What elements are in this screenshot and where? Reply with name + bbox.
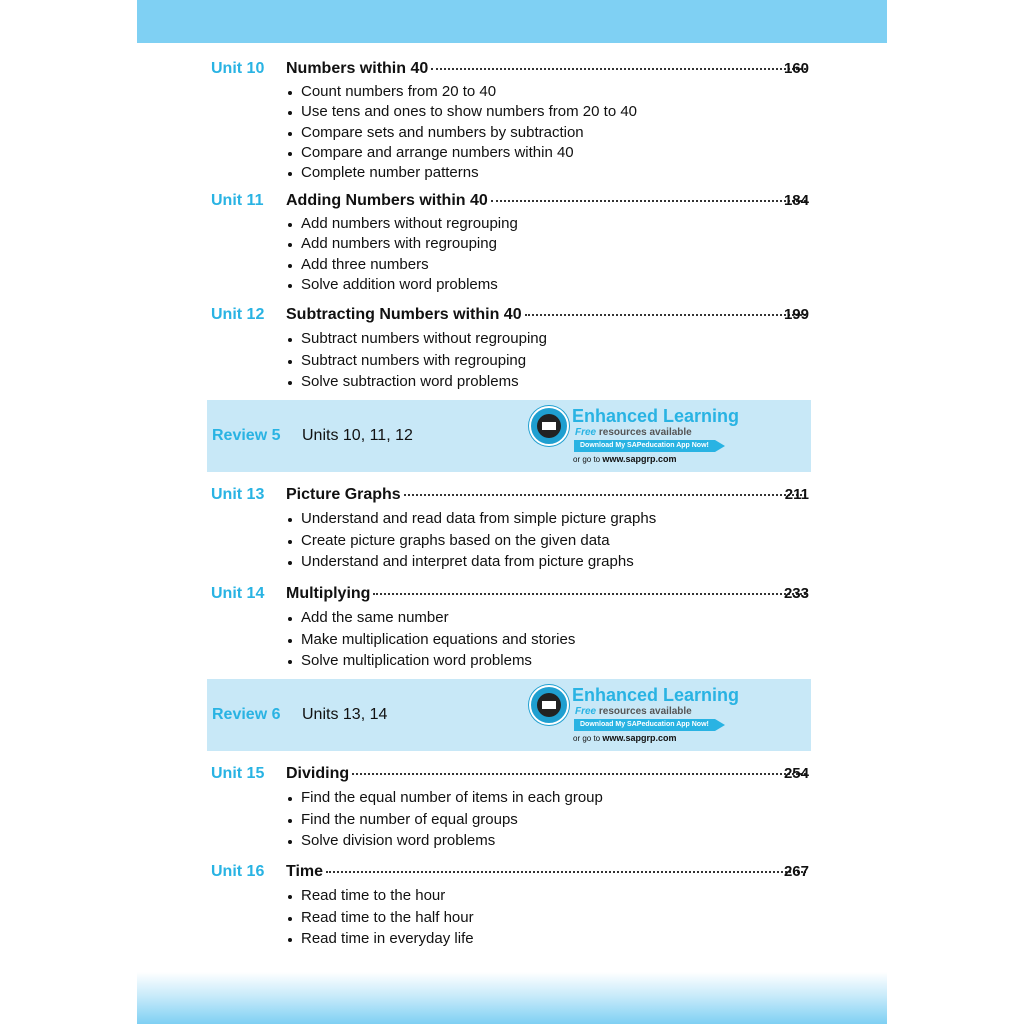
download-app-banner[interactable]: Download My SAPeducation App Now! — [574, 440, 715, 452]
unit-entry — [137, 306, 887, 393]
unit-title[interactable]: Time — [286, 863, 324, 880]
topic-item: Add numbers with regrouping — [286, 234, 1024, 254]
review-box — [207, 679, 811, 751]
bottom-color-band — [137, 972, 887, 1024]
dot-leader — [491, 200, 806, 202]
topic-list — [286, 886, 1024, 951]
topic-list — [286, 329, 1024, 394]
topic-item: Solve addition word problems — [286, 275, 1024, 295]
unit-entry — [137, 585, 887, 672]
unit-label: Unit 16 — [211, 863, 265, 880]
topic-item: Add the same number — [286, 608, 1024, 630]
topic-item: Solve multiplication word problems — [286, 651, 1024, 673]
dot-leader — [373, 593, 806, 595]
enhanced-learning-logo-icon — [529, 406, 569, 446]
page-number: 199 — [783, 306, 809, 323]
unit-title[interactable]: Dividing — [286, 765, 350, 782]
download-app-banner[interactable]: Download My SAPeducation App Now! — [574, 719, 715, 731]
page-number: 233 — [783, 585, 809, 602]
unit-label: Unit 11 — [211, 192, 264, 209]
unit-title[interactable]: Adding Numbers within 40 — [286, 192, 488, 209]
unit-label: Unit 12 — [211, 306, 265, 323]
topic-item: Understand and read data from simple picture graphs — [286, 509, 1024, 531]
topic-item: Use tens and ones to show numbers from 20 to 40 — [286, 102, 1024, 122]
enhanced-learning-title: Enhanced Learning — [572, 406, 740, 426]
unit-label: Unit 15 — [211, 765, 265, 782]
topic-list — [286, 509, 1024, 574]
top-color-band — [137, 0, 887, 43]
unit-label: Unit 14 — [211, 585, 265, 602]
topic-item: Find the number of equal groups — [286, 810, 1024, 832]
topic-list — [286, 608, 1024, 673]
topic-item: Compare and arrange numbers within 40 — [286, 143, 1024, 163]
unit-entry — [137, 765, 887, 852]
dot-leader — [352, 773, 806, 775]
page-number: 211 — [784, 486, 809, 503]
website-link[interactable]: or go to www.sapgrp.com — [573, 733, 677, 743]
unit-entry — [137, 486, 887, 573]
topic-item: Subtract numbers without regrouping — [286, 329, 1024, 351]
page-number: 184 — [783, 192, 809, 209]
topic-item: Compare sets and numbers by subtraction — [286, 123, 1024, 143]
topic-list — [286, 82, 1024, 183]
topic-item: Solve division word problems — [286, 831, 1024, 853]
enhanced-learning-logo-icon — [529, 685, 569, 725]
topic-item: Understand and interpret data from picture graphs — [286, 552, 1024, 574]
free-resources-text: Free resources available — [575, 427, 692, 438]
page-number: 267 — [783, 863, 809, 880]
dot-leader — [404, 494, 806, 496]
topic-item: Add numbers without regrouping — [286, 214, 1024, 234]
review-label: Review 6 — [212, 706, 281, 723]
review-box — [207, 400, 811, 472]
unit-title[interactable]: Subtracting Numbers within 40 — [286, 306, 522, 323]
topic-item: Read time to the half hour — [286, 908, 1024, 930]
dot-leader — [326, 871, 806, 873]
page-number: 160 — [783, 60, 809, 77]
website-link[interactable]: or go to www.sapgrp.com — [573, 454, 677, 464]
unit-label: Unit 13 — [211, 486, 265, 503]
free-resources-text: Free resources available — [575, 706, 692, 717]
topic-item: Complete number patterns — [286, 163, 1024, 183]
review-units: Units 13, 14 — [302, 706, 388, 723]
page-number: 254 — [783, 765, 809, 782]
dot-leader — [525, 314, 806, 316]
review-units: Units 10, 11, 12 — [302, 427, 413, 444]
unit-title[interactable]: Numbers within 40 — [286, 60, 429, 77]
topic-item: Read time to the hour — [286, 886, 1024, 908]
toc-page — [137, 0, 887, 1024]
enhanced-learning-title: Enhanced Learning — [572, 685, 740, 705]
topic-item: Create picture graphs based on the given data — [286, 531, 1024, 553]
review-label: Review 5 — [212, 427, 281, 444]
topic-list — [286, 214, 1024, 295]
topic-item: Count numbers from 20 to 40 — [286, 82, 1024, 102]
unit-title[interactable]: Multiplying — [286, 585, 371, 602]
topic-item: Subtract numbers with regrouping — [286, 351, 1024, 373]
topic-list — [286, 788, 1024, 853]
topic-item: Find the equal number of items in each group — [286, 788, 1024, 810]
unit-entry — [137, 192, 887, 295]
topic-item: Read time in everyday life — [286, 929, 1024, 951]
topic-item: Make multiplication equations and stories — [286, 630, 1024, 652]
dot-leader — [431, 68, 806, 70]
topic-item: Add three numbers — [286, 255, 1024, 275]
topic-item: Solve subtraction word problems — [286, 372, 1024, 394]
unit-label: Unit 10 — [211, 60, 265, 77]
unit-entry — [137, 60, 887, 183]
unit-entry — [137, 863, 887, 950]
unit-title[interactable]: Picture Graphs — [286, 486, 401, 503]
